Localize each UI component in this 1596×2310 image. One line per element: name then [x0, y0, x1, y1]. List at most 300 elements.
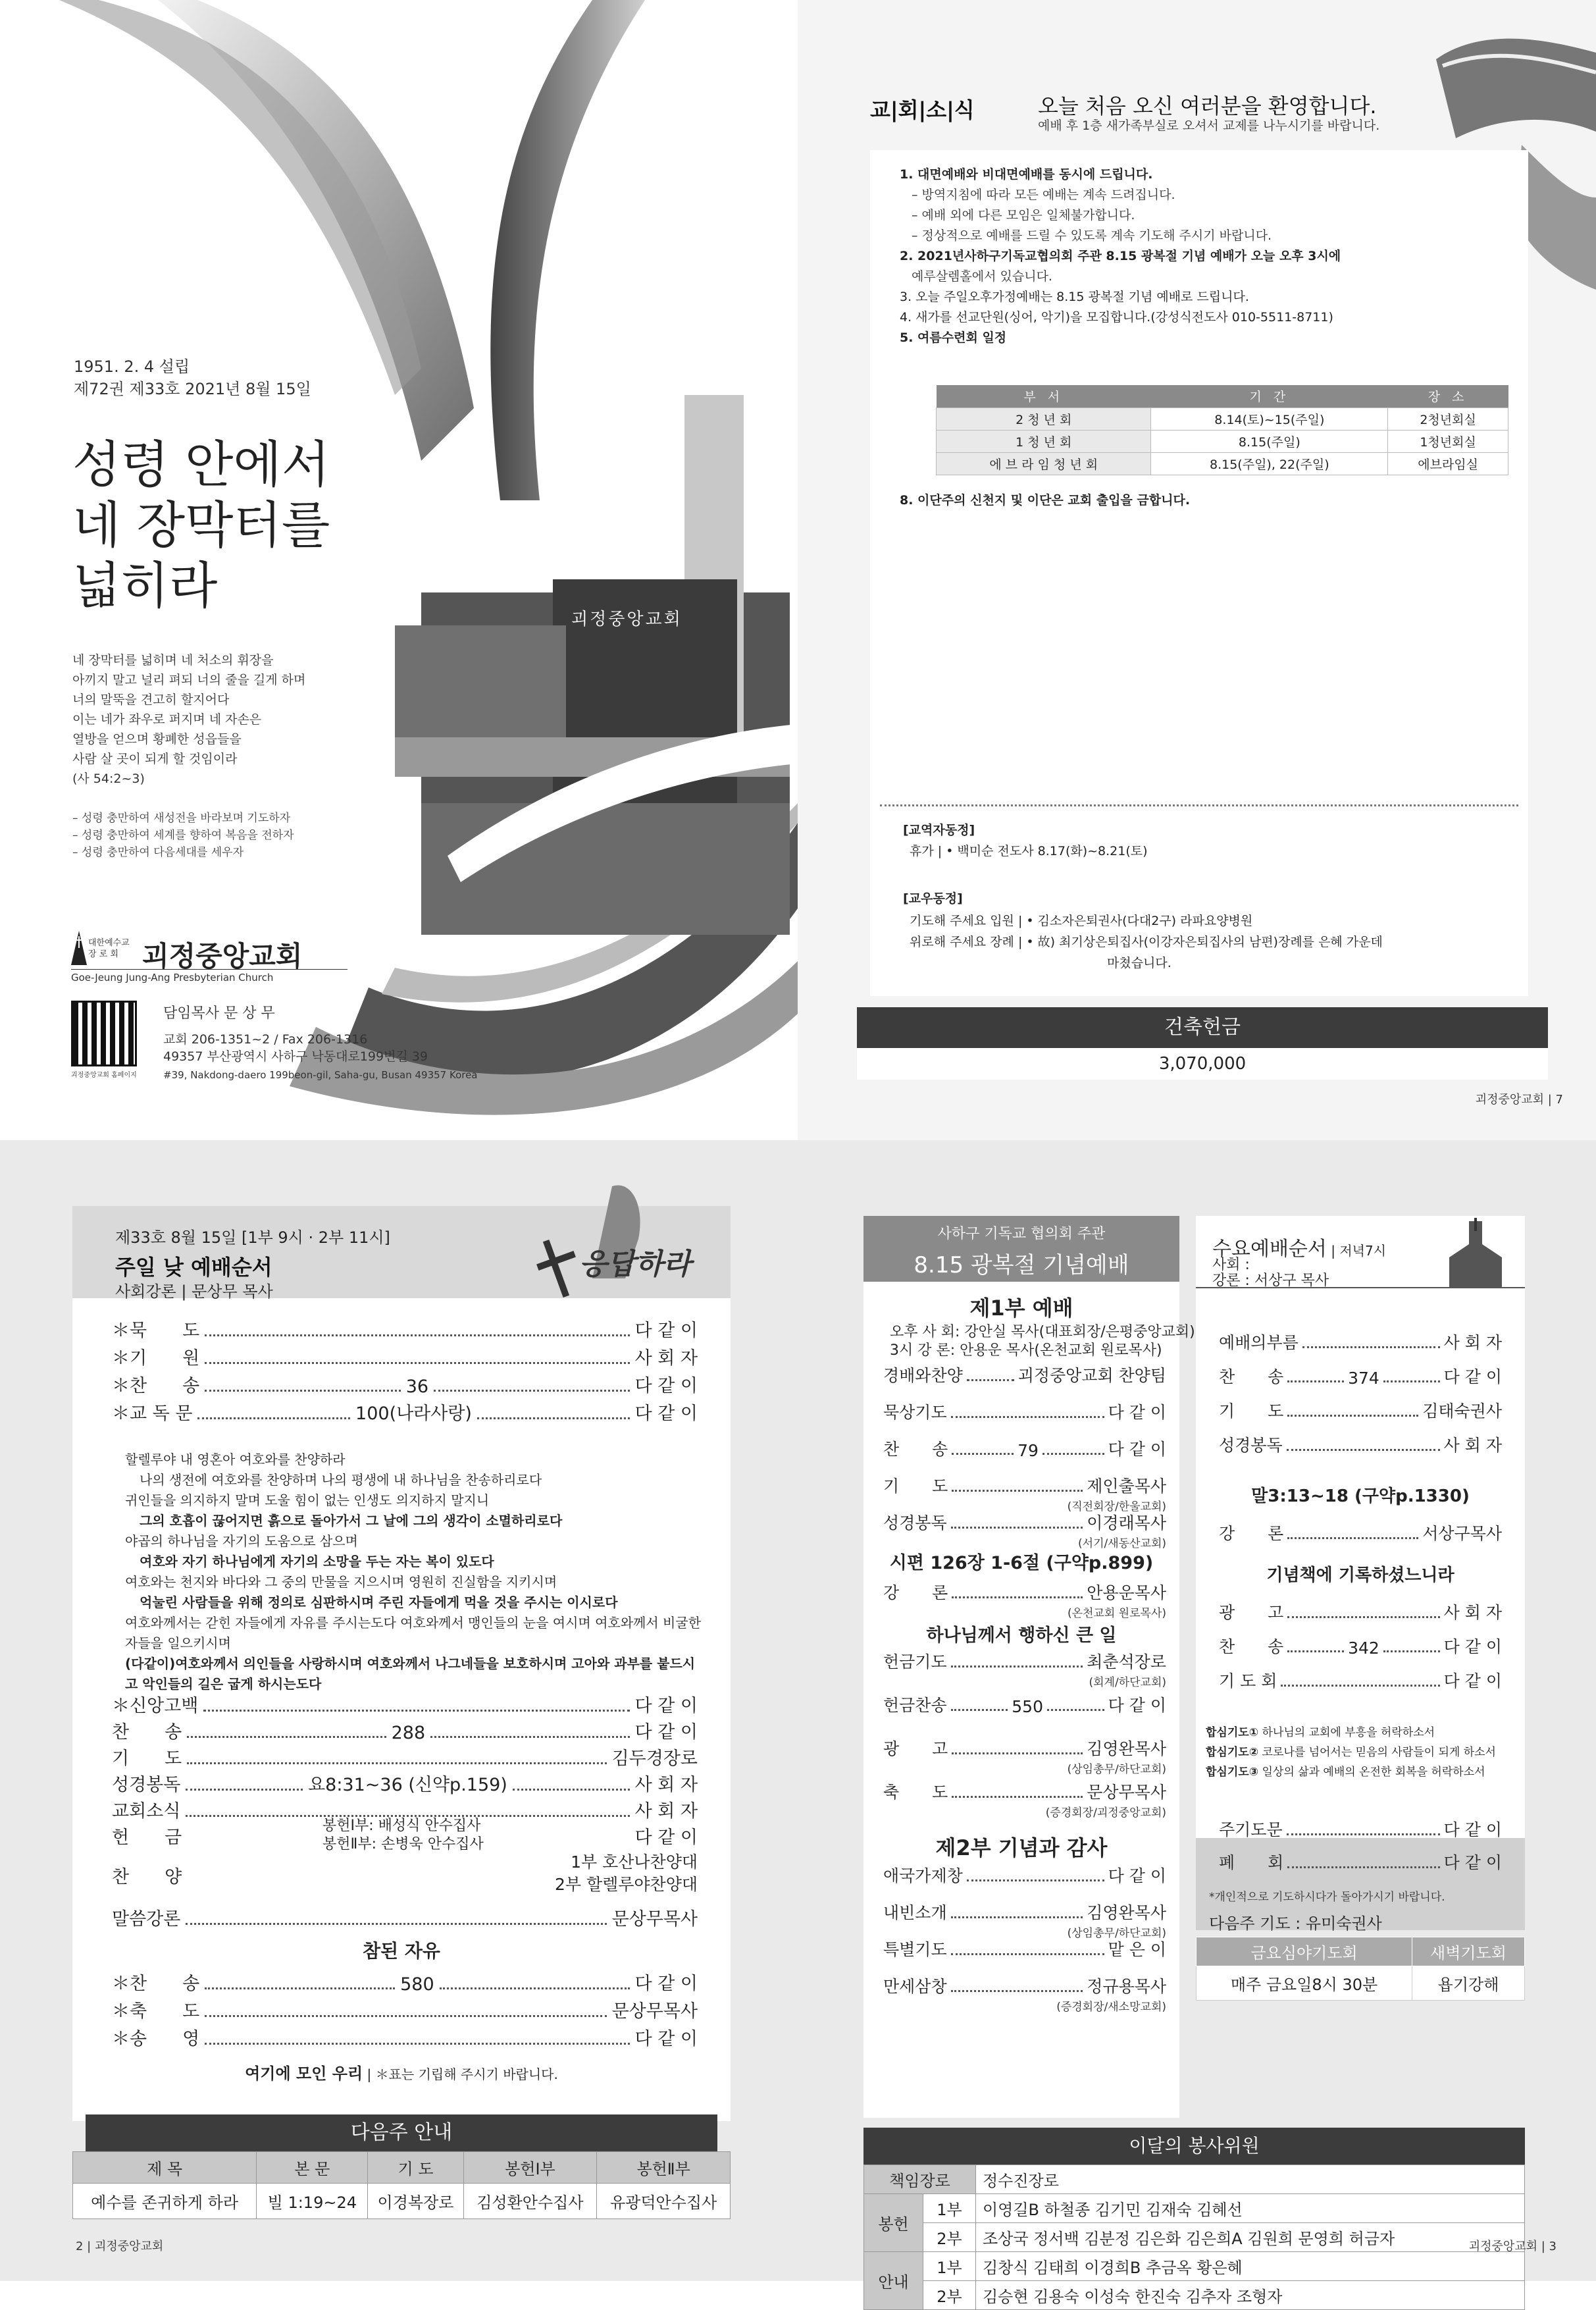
cover-title-line: 네 장막터를 [72, 496, 330, 554]
table-header: 장 소 [1388, 385, 1508, 407]
order-row [883, 1975, 1166, 1997]
table-header: 봉헌 [864, 2194, 923, 2252]
table-cell: 2부 [923, 2281, 976, 2310]
order-row [112, 1746, 698, 1770]
table-row [864, 2165, 1525, 2194]
verse-line: 아끼지 말고 널리 펴되 너의 줄을 길게 하며 [72, 673, 306, 687]
table-cell: 1청년회실 [1388, 430, 1508, 452]
retreat-schedule-table [936, 385, 1508, 475]
table-header: 금요심야기도회 [1197, 1937, 1412, 1966]
worship-host: 사회강론 | 문상무 목사 [115, 1282, 273, 1301]
order-detail: 342 [1348, 1639, 1379, 1658]
news-item: 1. 대면예배와 비대면예배를 동시에 드립니다. [900, 167, 1153, 182]
order-row [112, 1999, 698, 2022]
offering-note [322, 1817, 484, 1854]
order-value: 사 회 자 [1443, 1436, 1502, 1455]
order-label: 예배의부름 [1219, 1333, 1299, 1352]
table-cell: 에 브 라 임 청 년 회 [937, 452, 1151, 475]
order-label: 강 론 [1219, 1524, 1284, 1543]
cover-title-line: 성령 안에서 [72, 435, 330, 494]
order-value: 맡 은 이 [1108, 1940, 1166, 1959]
worship-date: 제33호 8월 15일 [1부 9시 · 2부 11시] [115, 1228, 390, 1247]
table-cell: 8.15(주일), 22(주일) [1151, 452, 1388, 475]
worship-footer [72, 2061, 731, 2084]
order-label: 성경봉독 [883, 1513, 947, 1533]
church-steeple-icon [1429, 1218, 1525, 1287]
reading-line: 여호와께서는 갇힌 자들에게 자유를 주시는도다 여호와께서 맹인들의 눈을 여시며 여호와께서 비굴한 [125, 1615, 702, 1631]
church-address-english: #39, Nakdong-daero 199beon-gil, Saha-gu, Busan 49357 Korea [163, 1069, 478, 1081]
order-label: 주기도문 [1219, 1820, 1283, 1839]
order-value: 서상구목사 [1422, 1524, 1502, 1543]
news-item: 8. 이단주의 신천지 및 이단은 교회 출입을 금합니다. [900, 493, 1191, 508]
table-row [864, 2223, 1525, 2252]
order-value: 이경래목사 [1087, 1513, 1166, 1533]
order-detail: 79 [1017, 1441, 1039, 1460]
table-header: 책임장로 [864, 2165, 976, 2194]
page-number: 괴정중앙교회 | 7 [1475, 1093, 1563, 1107]
order-row [883, 1364, 1166, 1386]
denomination-label: 대한예수교 장 로 회 [88, 938, 130, 959]
table-cell: 8.15(주일) [1151, 430, 1388, 452]
table-row [937, 430, 1508, 452]
church-news-page [798, 0, 1596, 1140]
order-row [112, 1971, 698, 1995]
table-row [1197, 1966, 1525, 2001]
offering-note-line: 봉헌Ⅱ부: 손병욱 안수집사 [322, 1836, 484, 1852]
order-value: 다 같 이 [634, 1974, 698, 1994]
reading-line: 자들을 일으키시며 [125, 1635, 231, 1651]
table-header: 새벽기도회 [1412, 1937, 1525, 1966]
order-value: 김영완목사 [1087, 1739, 1166, 1758]
table-cell: 1부 [923, 2194, 976, 2223]
order-row [112, 1772, 698, 1796]
building-fund-amount: 3,070,000 [857, 1048, 1548, 1080]
special-and-wednesday-page [798, 1140, 1596, 2306]
order-row [112, 1318, 698, 1342]
order-label: 광 고 [1219, 1603, 1284, 1622]
order-label: 헌금기도 [883, 1652, 947, 1671]
order-label: ＊축 도 [112, 2001, 200, 2022]
issue-date: 제72권 제33호 2021년 8월 15일 [74, 380, 311, 398]
order-value: 정규용목사 [1087, 1977, 1166, 1996]
section-divider [880, 804, 1518, 806]
order-note: (회계/하단교회) [1089, 1676, 1166, 1689]
table-cell: 빌 1:19~24 [257, 2184, 368, 2219]
order-row [1219, 1601, 1502, 1623]
wednesday-hosts [1212, 1257, 1329, 1289]
building-sign: 괴정중앙교회 [571, 610, 682, 629]
news-item: 3. 오늘 주일오후가정예배는 8.15 광복절 기념 예배로 드립니다. [900, 290, 1249, 304]
news-item: 4. 새가를 선교단원(싱어, 악기)을 모집합니다.(강성식전도사 010-5511-8711) [900, 310, 1333, 325]
service-organizer: 사하구 기독교 협의회 주관 [937, 1226, 1106, 1242]
reading-line: 야곱의 하나님을 자기의 도움으로 삼으며 [125, 1533, 358, 1549]
order-value: 다 같 이 [1108, 1440, 1167, 1459]
order-label: 경배와찬양 [883, 1366, 963, 1385]
order-row [112, 1346, 698, 1369]
order-value: 다 같 이 [1443, 1853, 1502, 1872]
member-news-line: 마쳤습니다. [1107, 956, 1171, 970]
unison-prayers [1206, 1723, 1496, 1782]
cover-title [72, 434, 330, 616]
order-note: (증경회장/괴정중앙교회) [1045, 1806, 1166, 1820]
order-detail: 580 [400, 1974, 434, 1995]
service-hosts [890, 1323, 1195, 1360]
table-cell: 1부 [923, 2252, 976, 2281]
sunday-worship-page [0, 1140, 798, 2281]
reading-line: 할렐루야 내 영혼아 여호와를 찬양하라 [125, 1452, 346, 1467]
order-label: 교회소식 [112, 1801, 181, 1822]
table-header: 봉헌Ⅱ부 [597, 2152, 731, 2184]
news-subitem: – 방역지침에 따라 모든 예배는 계속 드려집니다. [912, 188, 1175, 202]
order-value: 사 회 자 [1443, 1333, 1502, 1352]
responsive-reading [125, 1450, 704, 1694]
order-note: (직전회장/한울교회) [1067, 1500, 1166, 1513]
cover-prayer-goals [72, 810, 294, 861]
order-value: 다 같 이 [1108, 1696, 1166, 1715]
table-cell: 김창식 김태희 이경희B 추금옥 황은혜 [976, 2252, 1525, 2281]
order-value: 다 같 이 [1108, 1866, 1166, 1885]
news-subitem: – 예배 외에 다른 모임은 일체불가합니다. [912, 208, 1135, 223]
table-row [864, 2252, 1525, 2281]
order-note: (상임총무/하단교회) [1067, 1927, 1166, 1940]
table-row [864, 2194, 1525, 2223]
order-row [883, 1737, 1166, 1760]
wednesday-time: | 저녁7시 [1326, 1243, 1387, 1259]
table-header: 봉헌Ⅰ부 [463, 2152, 597, 2184]
table-cell: 2부 [923, 2223, 976, 2252]
order-value: 다 같 이 [634, 1696, 698, 1716]
order-value: 다 같 이 [634, 1404, 698, 1424]
order-row [883, 1694, 1166, 1716]
table-row [937, 407, 1508, 430]
verse-ref: (사 54:2~3) [72, 772, 145, 786]
order-value: 다 같 이 [634, 1827, 698, 1848]
service-title: 8.15 광복절 기념예배 [914, 1252, 1129, 1278]
staff-news-line: 휴가 | • 백미순 전도사 8.17(화)~8.21(토) [910, 844, 1148, 858]
news-list [900, 165, 1505, 348]
order-value: 제인출목사 [1087, 1477, 1166, 1496]
order-note: (증경회장/새소망교회) [1056, 2001, 1166, 2014]
table-row [864, 2281, 1525, 2310]
order-label: 찬 송 [112, 1722, 182, 1743]
order-row [112, 1401, 698, 1425]
order-value: 다 같 이 [634, 2029, 698, 2049]
prayer-text: 하나님의 교회에 부흥을 허락하소서 [1262, 1726, 1435, 1739]
order-value: 사 회 자 [634, 1801, 698, 1822]
sermon-title: 참된 자유 [363, 1940, 440, 1962]
order-row [1219, 1635, 1502, 1658]
sermon-title: 기념책에 기록하셨느니라 [1266, 1565, 1454, 1585]
order-value: 다 같 이 [1443, 1671, 1502, 1691]
order-detail: 374 [1348, 1369, 1379, 1388]
member-news-title: [교우동정] [903, 891, 963, 906]
order-label: 찬 송 [1219, 1637, 1284, 1656]
prayer-label: 합심기도② [1206, 1746, 1259, 1759]
order-row [112, 1373, 698, 1397]
order-label: 묵상기도 [883, 1403, 947, 1422]
reading-line: 여호와 자기 하나님에게 자기의 소망을 두는 자는 복이 있도다 [140, 1554, 494, 1569]
church-logo-icon [71, 931, 87, 965]
reading-line: 귀인들을 의지하지 말며 도울 힘이 없는 인생도 의지하지 말지니 [125, 1492, 490, 1508]
order-label: 만세삼창 [883, 1977, 947, 1996]
order-row [112, 1693, 698, 1717]
order-label: ＊찬 송 [112, 1376, 200, 1396]
prayer-meeting-table [1196, 1937, 1525, 2001]
reading-line: 억눌린 사람들을 위해 정의로 심판하시며 주린 자들에게 먹을 것을 주시는 이시로다 [140, 1594, 618, 1610]
host-line: 사회 : [1212, 1257, 1250, 1273]
table-cell: 1 청 년 회 [937, 430, 1151, 452]
table-cell: 유광덕안수집사 [597, 2184, 731, 2219]
order-label: ＊묵 도 [112, 1321, 200, 1341]
table-row [937, 452, 1508, 475]
order-label: ＊송 영 [112, 2029, 200, 2049]
order-value: 문상무목사 [1087, 1783, 1166, 1802]
order-value: 다 같 이 [1443, 1820, 1502, 1839]
order-row [883, 1650, 1166, 1673]
order-value: 김영완목사 [1087, 1903, 1166, 1922]
offering-note-line: 봉헌Ⅰ부: 배성식 안수집사 [322, 1818, 481, 1834]
order-value: 사 회 자 [634, 1348, 698, 1369]
brand-lettering: 응답하라 [579, 1247, 692, 1281]
prayer-goal: – 성령 충만하여 세계를 향하여 복음을 전하자 [72, 829, 294, 842]
order-row [112, 1719, 698, 1743]
order-row [1219, 1400, 1502, 1422]
order-label: 축 도 [883, 1783, 948, 1802]
host-line: 오후 사 회: 강안실 목사(대표회장/은평중앙교회) [890, 1324, 1195, 1340]
table-header: 제 목 [73, 2152, 257, 2184]
order-note: (온천교회 원로목사) [1067, 1607, 1166, 1620]
order-label: 폐 회 [1219, 1853, 1284, 1872]
order-label: ＊교 독 문 [112, 1404, 193, 1424]
order-value: 다 같 이 [1443, 1637, 1503, 1656]
order-label: 찬 송 [883, 1440, 948, 1459]
church-name-logo: 괴정중앙교회 [142, 940, 303, 972]
order-row [883, 1511, 1166, 1534]
news-subitem: – 정상적으로 예배를 드릴 수 있도록 계속 기도해 주시기 바랍니다. [912, 228, 1272, 243]
order-label: 광 고 [883, 1739, 948, 1758]
scripture-text: 말3:13~18 (구약p.1330) [1251, 1486, 1470, 1506]
next-week-title: 다음주 안내 [86, 2114, 717, 2151]
table-cell: 2 청 년 회 [937, 407, 1151, 430]
church-name-english: Goe-Jeung Jung-Ang Presbyterian Church [71, 969, 348, 984]
order-row [1219, 1818, 1502, 1841]
order-row [883, 1781, 1166, 1803]
order-value: 다 같 이 [634, 1376, 698, 1396]
member-news-line: 위로해 주세요 장례 | • 故) 최기상은퇴집사(이강자은퇴집사의 남편)장례를 은혜 가운데 [910, 935, 1383, 949]
table-header: 본 문 [257, 2152, 368, 2184]
order-row [883, 1864, 1166, 1887]
order-label: 말씀강론 [112, 1909, 181, 1929]
prayer-label: 합심기도① [1206, 1726, 1259, 1739]
pastor-name: 담임목사 문 상 무 [163, 1005, 275, 1022]
table-cell: 에브라임실 [1388, 452, 1508, 475]
news-heading: 교|회|소|식 [870, 97, 975, 122]
reading-line: (다같이)여호와께서 의인들을 사랑하시며 여호와께서 나그네들을 보호하시며 고아와 과부를 붙드시 [125, 1656, 696, 1671]
order-row [1219, 1851, 1502, 1874]
praise-choirs [553, 1851, 698, 1896]
table-row [73, 2184, 731, 2219]
reading-line: 그의 호흡이 끊어지면 흙으로 돌아가서 그 날에 그의 생각이 소멸하리로다 [140, 1513, 563, 1529]
host-line: 강론 : 서상구 목사 [1212, 1273, 1329, 1289]
order-value: 괴정중앙교회 찬양팀 [1017, 1366, 1166, 1385]
order-label: 찬 송 [1219, 1367, 1284, 1386]
member-news-line: 기도해 주세요 입원 | • 김소자은퇴권사(다대2구) 라파요양병원 [910, 914, 1253, 928]
order-value: 다 같 이 [634, 1321, 698, 1341]
order-detail: 288 [391, 1723, 426, 1743]
order-value: 다 같 이 [634, 1722, 698, 1743]
order-value: 사 회 자 [634, 1775, 698, 1795]
order-detail: 36 [405, 1377, 429, 1397]
order-value: 최춘석장로 [1087, 1652, 1166, 1671]
order-value: 김태숙권사 [1422, 1402, 1502, 1421]
reading-line: 여호와는 천지와 바다와 그 중의 만물을 지으시며 영원히 진실함을 지키시며 [125, 1574, 557, 1590]
order-row [1219, 1331, 1502, 1353]
news-subitem: 예루살렘홀에서 있습니다. [912, 269, 1052, 284]
order-label: 기 도 [1219, 1402, 1284, 1421]
footer-note: | ＊표는 기립해 주시기 바랍니다. [363, 2066, 558, 2082]
order-row [1219, 1434, 1502, 1456]
verse-line: 네 장막터를 넓히며 네 처소의 휘장을 [72, 653, 274, 668]
order-label: 성경봉독 [1219, 1436, 1283, 1455]
unison-prayer [1206, 1723, 1496, 1743]
cover-page [0, 0, 798, 1140]
order-value: 문상무목사 [611, 1909, 698, 1929]
table-header: 부 서 [937, 385, 1151, 407]
table-cell: 2청년회실 [1388, 407, 1508, 430]
verse-line: 열방을 얻으며 황폐한 성읍들을 [72, 732, 242, 747]
prayer-goal: – 성령 충만하여 다음세대를 세우자 [72, 846, 244, 859]
qr-label: 괴정중앙교회 홈페이지 [71, 1072, 137, 1079]
order-label: 성경봉독 [112, 1775, 181, 1795]
order-row [112, 2026, 698, 2050]
verse-line: 사람 살 곳이 되게 할 것임이라 [72, 752, 238, 766]
order-row [883, 1581, 1166, 1604]
wednesday-title-text: 수요예배순서 [1212, 1238, 1327, 1261]
order-row [883, 1938, 1166, 1960]
order-value: 문상무목사 [611, 2001, 698, 2022]
building-fund-title: 건축헌금 [857, 1007, 1548, 1048]
next-week-table [72, 2151, 731, 2219]
table-cell: 8.14(토)~15(주일) [1151, 407, 1388, 430]
order-label: 기 도 [112, 1748, 182, 1769]
church-phone: 교회 206-1351~2 / Fax 206-1316 [163, 1032, 368, 1047]
order-label: 기 도 회 [1219, 1671, 1277, 1691]
table-cell: 이영길B 하철종 김기민 김재숙 김혜선 [976, 2194, 1525, 2223]
choir-line: 2부 할렐루야찬양대 [554, 1875, 698, 1894]
sermon-title: 하나님께서 행하신 큰 일 [926, 1625, 1117, 1646]
volunteers-table [863, 2165, 1525, 2310]
welcome-subtitle: 예배 후 1층 새가족부실로 오셔서 교제를 나누시기를 바랍니다. [1038, 118, 1380, 133]
host-line: 3시 강 론: 안용운 목사(온천교회 원로목사) [890, 1342, 1162, 1359]
unison-prayer [1206, 1762, 1496, 1782]
order-label: 헌 금 [112, 1827, 182, 1848]
scripture-text: 시편 126장 1-6절 (구약p.899) [889, 1553, 1154, 1573]
order-label: 내빈소개 [883, 1903, 947, 1922]
page-number: 2 | 괴정중앙교회 [76, 2240, 164, 2253]
order-label: ＊찬 송 [112, 1974, 200, 1994]
table-cell: 예수를 존귀하게 하라 [73, 2184, 257, 2219]
choir-line: 1부 호산나찬양대 [571, 1852, 698, 1872]
reading-line: 고 악인들의 길은 굽게 하시는도다 [125, 1676, 322, 1692]
order-label: 애국가제창 [883, 1866, 963, 1885]
order-value: 안용운목사 [1087, 1583, 1166, 1602]
prayer-text: 코로나를 넘어서는 믿음의 사람들이 되게 하소서 [1262, 1746, 1496, 1759]
table-cell: 이경복장로 [368, 2184, 463, 2219]
wednesday-note: *개인적으로 기도하시다가 돌아가시기 바랍니다. [1209, 1891, 1445, 1904]
order-row [1219, 1669, 1502, 1692]
order-value: 김두경장로 [611, 1748, 698, 1769]
prayer-text: 일상의 삶과 예배의 온전한 회복을 허락하소서 [1262, 1766, 1485, 1779]
reading-line: 나의 생전에 여호와를 찬양하며 나의 평생에 내 하나님을 찬송하리로다 [140, 1472, 542, 1488]
order-label: 찬 양 [112, 1867, 182, 1887]
worship-title: 주일 낮 예배순서 [115, 1255, 272, 1280]
order-label: ＊기 원 [112, 1348, 200, 1369]
order-row-sermon [112, 1906, 698, 1930]
table-cell: 조상국 정서백 김분정 김은화 김은희A 김원희 문영희 허금자 [976, 2223, 1525, 2252]
order-row [883, 1475, 1166, 1497]
order-row [1219, 1522, 1502, 1544]
table-cell: 매주 금요일8시 30분 [1197, 1966, 1412, 2001]
order-label: 헌금찬송 [883, 1696, 947, 1715]
table-cell: 정수진장로 [976, 2165, 1525, 2194]
order-value: 다 같 이 [1443, 1367, 1503, 1386]
staff-news-title: [교역자동정] [903, 823, 975, 837]
order-detail: 100(나라사랑) [355, 1404, 472, 1424]
order-label: 강 론 [883, 1583, 948, 1602]
part1-title: 제1부 예배 [969, 1296, 1073, 1321]
order-value: 사 회 자 [1443, 1603, 1502, 1622]
order-detail: 550 [1012, 1697, 1043, 1716]
cover-verse [72, 650, 305, 789]
order-detail: 요8:31~36 (신약p.159) [308, 1775, 507, 1795]
order-row [883, 1901, 1166, 1924]
news-item: 2. 2021년사하구기독교협의회 주관 8.15 광복절 기념 예배가 오늘 오후 3시에 [900, 249, 1341, 263]
news-item: 5. 여름수련회 일정 [900, 330, 1007, 345]
founding-date: 1951. 2. 4 설립 [74, 357, 190, 376]
order-note: (상임총무/하단교회) [1067, 1763, 1166, 1776]
footer-strong: 여기에 모인 우리 [245, 2064, 363, 2083]
verse-line: 너의 말뚝을 견고히 할지어다 [72, 693, 230, 707]
table-cell: 욥기강해 [1412, 1966, 1525, 2001]
order-label: 기 도 [883, 1477, 948, 1496]
cover-title-line: 넓히라 [72, 556, 218, 615]
table-header: 기 간 [1151, 385, 1388, 407]
prayer-goal: – 성령 충만하여 새성전을 바라보며 기도하자 [72, 812, 291, 825]
table-cell: 김성환안수집사 [463, 2184, 597, 2219]
table-header: 안내 [864, 2252, 923, 2310]
order-label: ＊신앙고백 [112, 1696, 199, 1716]
part2-title: 제2부 기념과 감사 [935, 1835, 1108, 1860]
order-row [883, 1401, 1166, 1423]
order-label: 특별기도 [883, 1940, 947, 1959]
liberation-day-header [863, 1216, 1179, 1282]
next-week-prayer: 다음주 기도 : 유미숙권사 [1209, 1914, 1382, 1933]
welcome-title: 오늘 처음 오신 여러분을 환영합니다. [1038, 93, 1377, 118]
table-header: 기 도 [368, 2152, 463, 2184]
order-row [1219, 1365, 1502, 1388]
order-value: 다 같 이 [1108, 1403, 1166, 1422]
verse-line: 이는 네가 좌우로 퍼지며 네 자손은 [72, 712, 262, 727]
table-cell: 김승현 김용숙 이성숙 한진숙 김추자 조형자 [976, 2281, 1525, 2310]
page-number: 괴정중앙교회 | 3 [1468, 2240, 1557, 2253]
prayer-label: 합심기도③ [1206, 1766, 1259, 1779]
church-address: 49357 부산광역시 사하구 낙동대로199번길 39 [163, 1049, 428, 1064]
volunteers-title: 이달의 봉사위원 [863, 2128, 1525, 2165]
qr-code[interactable] [71, 1001, 137, 1066]
order-note: (서기/새동산교회) [1078, 1537, 1166, 1550]
unison-prayer [1206, 1743, 1496, 1762]
order-row [883, 1438, 1166, 1460]
